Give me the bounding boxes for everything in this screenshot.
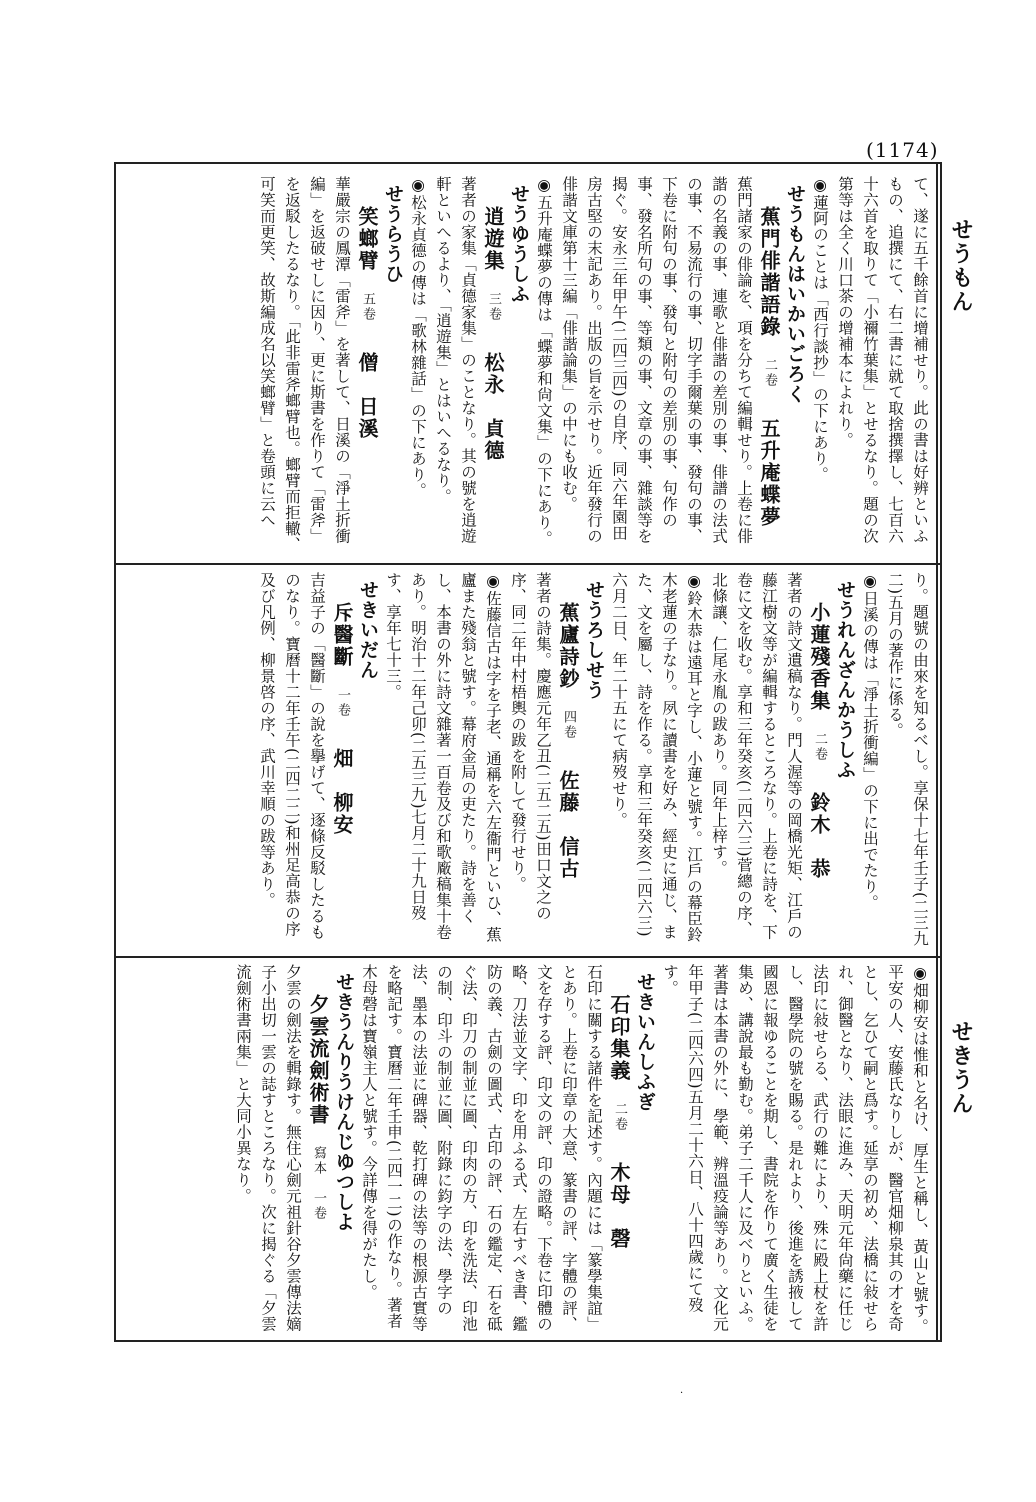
entry-name: 小蓮殘香集 [807, 602, 831, 712]
entry-author: 松永 貞德 [481, 352, 505, 462]
entry-reading: せうゆうしふ [508, 184, 530, 304]
entry-text: 著者の詩集。慶應元年乙丑(二五二五)田口文之の序、同二年中村梧輿の跋を附して發行せり。 [509, 572, 552, 922]
entry-volume: 二卷 [612, 1102, 627, 1132]
page-speck: · [680, 1388, 684, 1399]
entry-reading: せきいんしふぎ [634, 972, 656, 1112]
entry-author: 僧 日溪 [355, 352, 379, 440]
margin-label-bottom: せきうん [948, 1020, 974, 1116]
page-number: (1174) [866, 138, 939, 162]
entry-text: て、遂に五千餘首に增補せり。此の書は好辨といふもの、追撰にて、右二書に就て取捨撰擇し、七百六十六首を取りて「小禰竹葉集」とせるなり。題の次第等は全く川口茶の增補本によれり。 [836, 176, 929, 544]
entry-reading: せうらうひ [382, 184, 404, 284]
entry-reading: せうもんはいかいごろく [784, 184, 806, 404]
entry-text: ◉蓮阿のことは「西行談抄」の下にあり。 [811, 176, 829, 483]
entry-name: 蕉廬詩鈔 [556, 602, 580, 690]
margin-label-top: せうもん [948, 218, 974, 314]
entry-text: ◉畑柳安は惟和と名け、厚生と稱し、黃山と號す。平安の人、安藤氏なりしが、醫官畑柳泉其の才を奇とし、乞ひて嗣と爲す。延享の初め、法橋に敍せられ、御醫となり、法眼に進み、天明元年尙藥に任じ法印に敍せらる、武行の難により、殊に殿上杖を許し、醫學院の號を賜る。是れより、後進を誘掖して國恩に報ゆることを期し、書院を作りて廣く生徒を集め、講說最も勤む。弟子二千人に及べりといふ。著書は本書の外に、學範、辨溫疫論等あり。文化元年甲子(二四六四)五月二十六日、八十四歲にて歿す。 [661, 964, 929, 1335]
entry-text: ◉五升庵蝶夢の傳は「蝶夢和尙文集」の下にあり。 [535, 176, 553, 547]
divider-lower [114, 956, 942, 958]
entry-author: 畑 柳安 [330, 748, 354, 836]
entry-reading: せうれんざんかうしふ [834, 580, 856, 780]
entry-text: り。題號の由來を知るべし。享保十七年壬子(二三九二)五月の著作に係る。 [886, 572, 929, 947]
entry-volume: 三卷 [486, 292, 501, 322]
entry-author: 五升庵蝶夢 [757, 418, 781, 528]
entry-title [305, 994, 331, 1336]
entry-name: 斥醫斷 [330, 602, 354, 668]
text-block-middle [120, 572, 932, 950]
entry-title [756, 206, 782, 556]
entry-volume: 一卷 [335, 688, 350, 718]
entry-volume: 二卷 [762, 358, 777, 388]
entry-text: 著者の詩文遺稿なり。門人渥等の岡橋光矩、江戶の藤江樹文等が編輯するところなり。上卷に詩を、下卷に文を收む。享和三年癸亥(二四六三)菅總の序、北條讓、仁尾永胤の跋あり。同年上梓す。 [710, 572, 803, 940]
entry-title [480, 206, 506, 556]
entry-name: 笑螂臂 [355, 206, 379, 272]
entry-volume: 寫本 一卷 [311, 1146, 326, 1221]
entry-text: 華嚴宗の鳳潭「雷斧」を著して、日溪の「淨土折衝編」を返破せしに因り、更に斯書を作りて「雷斧」を返駁したるなり。「此非雷斧螂臂也。螂臂而拒轍、可笑而更笑、故斯編成名以笑螂臂」と卷頭に云へ [258, 176, 351, 553]
entry-text: 石印に關する諸件を記述す。內題には「篆學集誼」とあり。上卷に印章の大意、篆書の評、字體の評、文を存する評、印文の評、印の證略。下卷に印體の略、刀法並文字、印を用ふる式、左右すべき書、鑑防の義、古劍の圖式、古印の評、石の鑑定、石を砥ぐ法、印刀の制並に圖、印肉の方、印を洗法、印池の制、印斗の制並に圖、附錄に鈞字の法、學字の法、墨本の法並に碑器、乾打碑の法等の根源古實等を略記す。寶曆二年壬申(二四一二)の作なり。著者木母磬は寶嶺主人と號す。今詳傳を得がたし。 [360, 964, 603, 1332]
entry-name: 蕉門俳諧語錄 [757, 206, 781, 338]
entry-text: 蕉門諸家の俳論を、項を分ちて編輯せり。上卷に俳諧の名義の事、連歌と俳諧の差別の事、俳譜の法式の事、不易流行の事、切字手爾葉の事、發句の事、下卷に附句の事、發句と附句の差別の事、句作の事、發名所句の事、等類の事、文章の事、雜談等を揭ぐ。安永三年甲午(二四三四)の自序、同六年園田房古堅の末記あり。出版の旨を示せり。近年發行の俳諧文庫第十三編「俳諧論集」の中にも收む。 [560, 176, 753, 544]
entry-text: ◉松永貞德の傳は「歌林雜話」の下にあり。 [409, 176, 427, 499]
entry-name: 夕雲流劍術書 [306, 994, 330, 1126]
text-block-upper [120, 176, 932, 556]
entry-title [806, 602, 832, 950]
entry-title [606, 994, 632, 1336]
entry-name: 石印集義 [607, 994, 631, 1082]
entry-volume: 四卷 [561, 710, 576, 740]
entry-reading: せきうんりうけんじゆつしよ [333, 972, 355, 1232]
entry-reading: せきいだん [357, 580, 379, 680]
entry-title [329, 602, 355, 950]
entry-text: ◉鈴木恭は遠耳と字し、小蓮と號す。江戶の幕臣鈴木老蓮の子なり。夙に讀書を好み、經史に通じ、また、文を屬し、詩を作る。享和三年癸亥(二四六三)六月二日、年二十五にて病歿せり。 [610, 572, 703, 943]
entry-text: 著者の家集「貞德家集」のことなり。其の號を逍遊軒といへるより、「逍遊集」とはいへるなり。 [434, 176, 477, 544]
entry-title [354, 206, 380, 556]
entry-name: 逍遊集 [481, 206, 505, 272]
entry-text: 吉益子の「醫斷」の說を擧げて、逐條反駁したるものなり。寶曆十二年壬午(二四二二)和州足高恭の序及び凡例、柳景啓の序、武川幸順の跋等あり。 [258, 572, 326, 940]
entry-volume: 二卷 [812, 732, 827, 762]
entry-title [555, 602, 581, 950]
entry-volume: 五卷 [360, 292, 375, 322]
divider-margin [936, 162, 938, 1342]
divider-upper [114, 563, 942, 565]
entry-text: ◉日溪の傳は「淨土折衝編」の下に出でたり。 [861, 572, 879, 911]
entry-reading: せうろしせう [583, 580, 605, 700]
entry-text: ◉佐藤信古は字を子老、通稱を六左衞門といひ、蕉廬また殘翁と號す。幕府金局の吏たり。詩を善くし、本書の外に詩文雜著一百卷及び和歌廠稿集十卷あり。明治十二年己卯(二五三九)七月二十九日歿す、享年七十三。 [384, 572, 502, 943]
entry-text: 夕雲の劍法を輯錄す。無住心劍元祖針谷夕雲傳法嫡子小出切一雲の誌すところなり。次に揭ぐる「夕雲流劍術書兩集」と大同小異なり。 [234, 964, 302, 1332]
entry-author: 鈴木 恭 [807, 792, 831, 880]
entry-author: 木母 磬 [607, 1162, 631, 1250]
text-block-lower [120, 964, 932, 1336]
entry-author: 佐藤 信古 [556, 770, 580, 880]
